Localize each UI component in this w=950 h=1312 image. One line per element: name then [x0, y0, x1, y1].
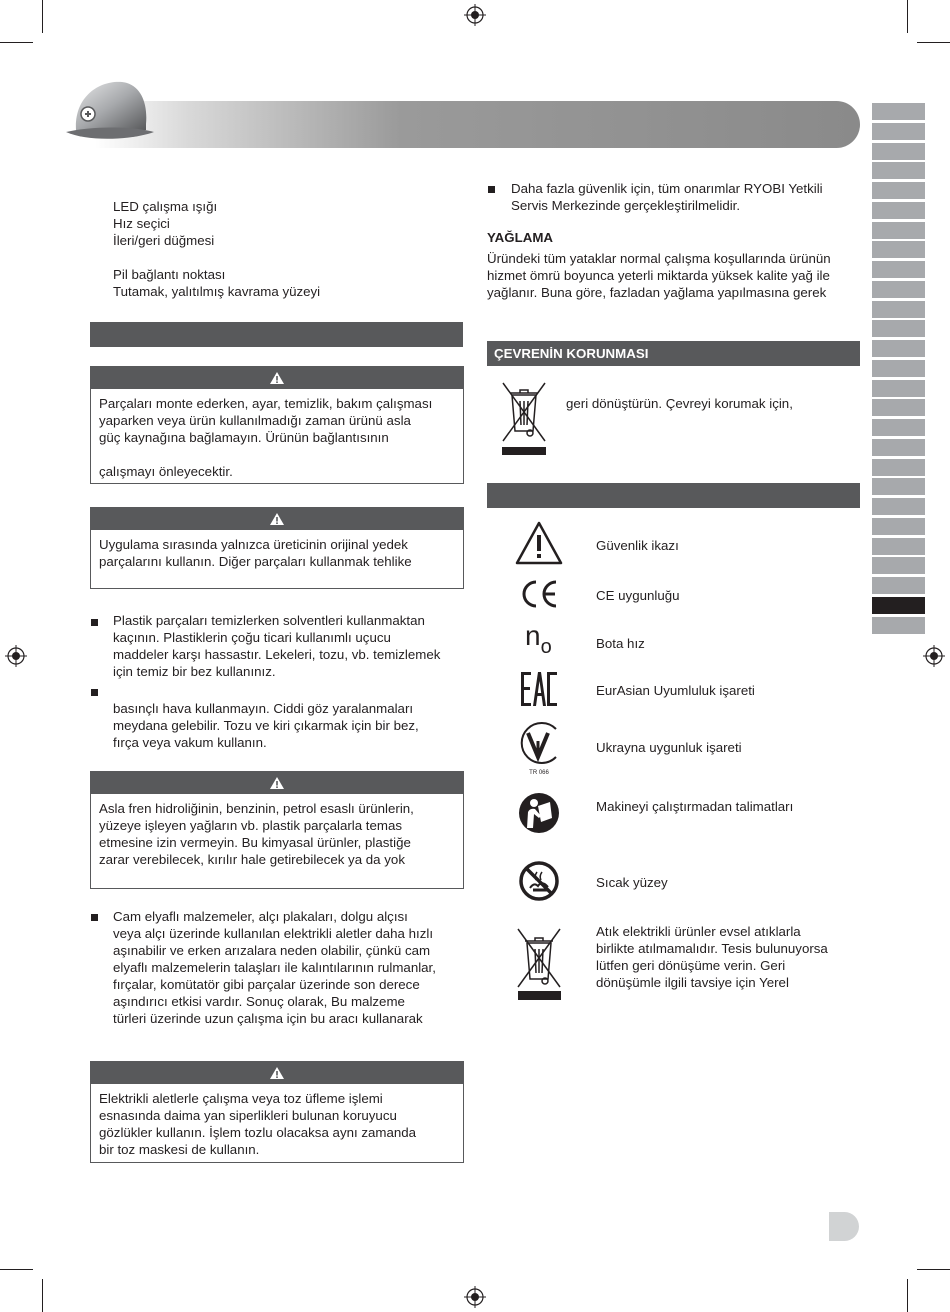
warning-header: [91, 1062, 463, 1084]
registration-mark-icon: [5, 645, 27, 667]
text-line: zarar verebilecek, kırılır hale getirebilecek ya da yok: [99, 852, 405, 867]
text-line: hizmet ömrü boyunca yeterli miktarda yüksek kalite yağ ile: [487, 268, 830, 283]
text-line: Plastik parçaları temizlerken solventleri kullanmaktan: [113, 613, 425, 628]
chapter-tab: [872, 241, 925, 258]
warning-box: [90, 507, 464, 589]
hot-surface-icon: [518, 860, 560, 902]
text-line: Parçaları monte ederken, ayar, temizlik, bakım çalışması: [99, 396, 433, 411]
text-line: Daha fazla güvenlik için, tüm onarımlar RYOBI Yetkili: [511, 181, 823, 196]
chapter-tab: [872, 577, 925, 594]
registration-mark-icon: [923, 645, 945, 667]
safety-helmet-icon: [62, 74, 157, 152]
warning-text: [91, 389, 463, 480]
text-line: Servis Merkezinde gerçekleştirilmelidir.: [511, 198, 741, 213]
environment-text: geri dönüştürün. Çevreyi korumak için,: [566, 396, 793, 411]
list-item: Hız seçici: [113, 216, 170, 231]
text-line: bir toz maskesi de kullanın.: [99, 1142, 260, 1157]
weee-bin-icon: [498, 377, 550, 457]
text-line: [99, 446, 455, 463]
text-line: Atık elektrikli ürünler evsel atıklarla: [596, 924, 801, 939]
warning-header: [91, 772, 463, 794]
symbols-bar: [487, 483, 860, 508]
warning-triangle-icon: [269, 512, 285, 526]
symbol-label: Makineyi çalıştırmadan talimatları: [596, 799, 794, 814]
crop-mark: [917, 1269, 950, 1270]
text-line: parçalarını kullanın. Diğer parçaları kullanmak tehlike: [99, 554, 412, 569]
crop-mark: [42, 1279, 43, 1312]
text-line: maddeler karşı hassastır. Lekeleri, tozu, vb. temizlemek: [113, 647, 441, 662]
text-line: elyaflı malzemelerin talaşları ile kalıntılarının rulmanlar,: [113, 960, 436, 975]
chapter-tab: [872, 617, 925, 634]
bullet-icon: [91, 689, 98, 696]
list-item: İleri/geri düğmesi: [113, 233, 215, 248]
warning-text: [91, 1084, 463, 1158]
speed-glyph: n: [525, 620, 541, 651]
text-line: Uygulama sırasında yalnızca üreticinin orijinal yedek: [99, 537, 408, 552]
chapter-tab: [872, 498, 925, 515]
registration-mark-icon: [464, 1286, 486, 1308]
text-line: birlikte atılmamalıdır. Tesis bulunuyorsa: [596, 941, 828, 956]
symbol-label: Ukrayna uygunluk işareti: [596, 740, 742, 755]
text-line: gözlükler kullanın. İşlem tozlu olacaksa aynı zamanda: [99, 1125, 417, 1140]
warning-triangle-icon: [269, 776, 285, 790]
chapter-tab: [872, 143, 925, 160]
text-line: Asla fren hidroliğinin, benzinin, petrol esaslı ürünlerin,: [99, 801, 414, 816]
text-line: Cam elyaflı malzemeler, alçı plakaları, dolgu alçısı: [113, 909, 408, 924]
chapter-tab: [872, 419, 925, 436]
read-manual-icon: [518, 792, 560, 834]
list-item: Pil bağlantı noktası: [113, 267, 226, 282]
crop-mark: [907, 1279, 908, 1312]
bullet-text: [113, 683, 463, 751]
header-band: [95, 101, 860, 148]
text-line: yaparken veya ürün kullanılmadığı zaman ürünü asla: [99, 413, 411, 428]
chapter-tab: [872, 301, 925, 318]
text-line: aşındırıcı etkisi vardır. Sonuç olarak, Bu malzeme: [113, 994, 405, 1009]
crop-mark: [907, 0, 908, 33]
warning-text: [91, 530, 463, 570]
text-line: çalışmayı önleyecektir.: [99, 464, 233, 479]
chapter-tab: [872, 459, 925, 476]
crop-mark: [0, 1269, 33, 1270]
weee-bin-icon: [514, 925, 564, 1003]
chapter-tab: [872, 538, 925, 555]
ukraine-mark-icon: [516, 719, 562, 777]
bullet-icon: [91, 619, 98, 626]
bullet-icon: [488, 186, 495, 193]
symbol-label: [596, 923, 861, 991]
text-line: kaçının. Plastiklerin çoğu ticari kullanımlı uçucu: [113, 630, 391, 645]
text-line: veya alçı üzerinde kullanılan elektrikli aletler daha hızlı: [113, 926, 434, 941]
text-line: yağlanır. Buna göre, fazladan yağlama yapılmasına gerek: [487, 285, 827, 300]
text-line: basınçlı hava kullanmayın. Ciddi göz yaralanmaları: [113, 701, 414, 716]
text-line: fırçalar, komütatör gibi parçalar üzerinde son derece: [113, 977, 420, 992]
symbol-label: CE uygunluğu: [596, 588, 680, 603]
chapter-tab: [872, 281, 925, 298]
lubrication-title: YAĞLAMA: [487, 230, 553, 245]
chapter-tab: [872, 399, 925, 416]
text-line: esnasında daima yan siperlikleri bulunan koruyucu: [99, 1108, 397, 1123]
text-line: etmesine izin vermeyin. Bu kimyasal ürünler, plastiğe: [99, 835, 411, 850]
chapter-tab: [872, 557, 925, 574]
warning-box: [90, 771, 464, 889]
section-bar: [90, 322, 463, 347]
chapter-tab: [872, 320, 925, 337]
chapter-tab: [872, 182, 925, 199]
chapter-tab: [872, 360, 925, 377]
list-item: [113, 249, 463, 266]
chapter-tab: [872, 518, 925, 535]
text-line: dönüşümle ilgili tavsiye için Yerel: [596, 975, 789, 990]
warning-triangle-icon: [269, 1066, 285, 1080]
chapter-tab: [872, 123, 925, 140]
ukraine-mark-code: TR 066: [529, 770, 549, 776]
list-item: LED çalışma ışığı: [113, 199, 218, 214]
chapter-tab: [872, 202, 925, 219]
ce-mark-icon: [518, 578, 560, 610]
crop-mark: [917, 42, 950, 43]
eac-mark-icon: [520, 671, 558, 707]
chapter-tab: [872, 222, 925, 239]
speed-subscript: o: [540, 636, 552, 658]
text-line: aşınabilir ve erken arızalara neden olabilir, çünkü cam: [113, 943, 431, 958]
chapter-tab: [872, 478, 925, 495]
chapter-tab-active: [872, 597, 925, 614]
page-number-tab: [829, 1212, 859, 1241]
text-line: lütfen geri dönüşüme verin. Geri: [596, 958, 786, 973]
warning-box: [90, 1061, 464, 1163]
text-line: meydana gelebilir. Tozu ve kiri çıkarmak için bir bez,: [113, 718, 419, 733]
text-line: Üründeki tüm yataklar normal çalışma koşullarında ürünün: [487, 251, 831, 266]
chapter-tab: [872, 380, 925, 397]
warning-text: [91, 794, 463, 868]
list-item: Tutamak, yalıtılmış kavrama yüzeyi: [113, 284, 321, 299]
symbol-label: Bota hız: [596, 636, 645, 651]
chapter-tab: [872, 103, 925, 120]
warning-triangle-icon: [269, 371, 285, 385]
parts-list: [113, 198, 463, 300]
environment-title: ÇEVRENİN KORUNMASI: [487, 341, 860, 366]
text-line: için temiz bir bez kullanınız.: [113, 664, 276, 679]
lubrication-text: [487, 250, 860, 301]
text-line: fırça veya vakum kullanın.: [113, 735, 267, 750]
bullet-icon: [91, 914, 98, 921]
symbol-label: EurAsian Uyumluluk işareti: [596, 683, 755, 698]
text-line: türleri üzerinde uzun çalışma için bu aracı kullanarak: [113, 1011, 423, 1026]
symbol-label: Sıcak yüzey: [596, 875, 668, 890]
bullet-text: [113, 612, 463, 680]
warning-box: [90, 366, 464, 484]
text-line: güç kaynağına bağlamayın. Ürünün bağlantısının: [99, 430, 389, 445]
text-line: yüzeye işleyen yağların vb. plastik parçalarla temas: [99, 818, 403, 833]
crop-mark: [0, 42, 33, 43]
warning-header: [91, 508, 463, 530]
chapter-tab: [872, 439, 925, 456]
crop-mark: [42, 0, 43, 33]
chapter-tab: [872, 340, 925, 357]
text-line: [113, 683, 463, 700]
warning-header: [91, 367, 463, 389]
chapter-tab: [872, 162, 925, 179]
registration-mark-icon: [464, 4, 486, 26]
chapter-tab: [872, 261, 925, 278]
symbol-label: Güvenlik ikazı: [596, 538, 679, 553]
warning-triangle-icon: [514, 520, 564, 566]
chapter-tabs: [872, 103, 925, 636]
no-load-speed-icon: [525, 620, 565, 660]
text-line: Elektrikli aletlerle çalışma veya toz üfleme işlemi: [99, 1091, 383, 1106]
bullet-text: [113, 908, 463, 1027]
service-bullet: [511, 180, 860, 214]
